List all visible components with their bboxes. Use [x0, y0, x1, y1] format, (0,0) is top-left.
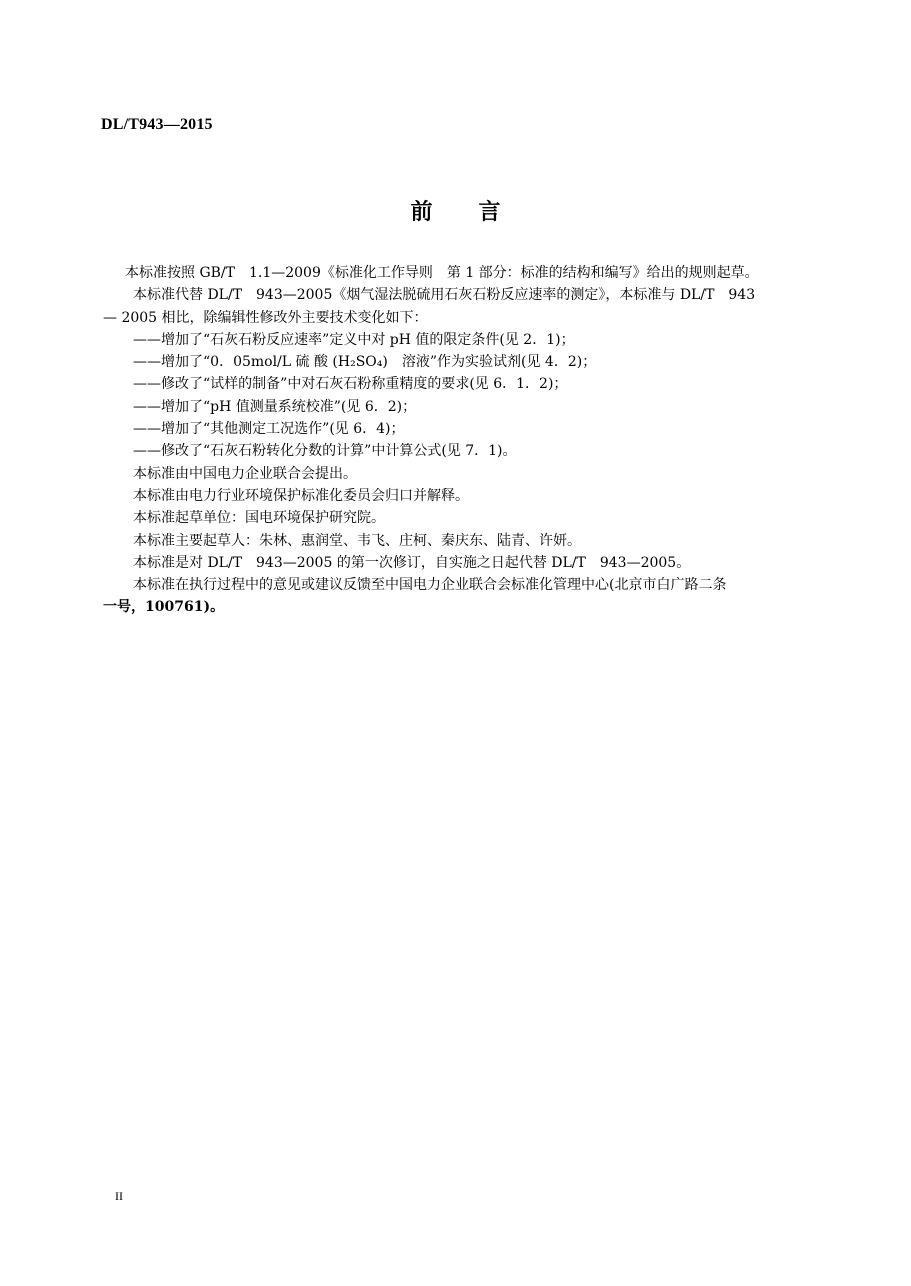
paragraph-proposed-by: 本标准由中国电力企业联合会提出。 [133, 465, 357, 482]
page-number: II [115, 1189, 123, 1203]
section-title [0, 195, 911, 226]
paragraph-administered-by: 本标准由电力行业环境保护标准化委员会归口并解释。 [133, 487, 469, 504]
change-item-3: ——修改了“试样的制备”中对石灰石粉称重精度的要求(见 6．1．2)； [133, 376, 568, 393]
paragraph-replaces-line2: — 2005 相比，除编辑性修改外主要技术变化如下： [103, 309, 428, 326]
paragraph-revision: 本标准是对 DL/T 943—2005 的第一次修订，自实施之日起代替 DL/T 943—2005。 [133, 554, 691, 571]
change-item-5: ——增加了“其他测定工况选作”(见 6．4)； [133, 421, 405, 438]
paragraph-drafting-rules: 本标准按照 GB/T 1.1—2009《标准化工作导则 第 1 部分：标准的结构和编写》给出的规则起草。 [125, 265, 759, 281]
standard-code: DL/T943—2015 [101, 116, 213, 133]
preface-body [103, 262, 823, 619]
change-item-1: ——增加了“石灰石粉反应速率”定义中对 pH 值的限定条件(见 2．1)； [133, 331, 575, 348]
title-char-1: 前 [410, 200, 433, 225]
paragraph-replaces-line1: 本标准代替 DL/T 943—2005《烟气湿法脱硫用石灰石粉反应速率的测定》，本标准与 DL/T 943 [133, 287, 756, 304]
paragraph-drafters: 本标准主要起草人：朱林、惠润堂、韦飞、庄柯、秦庆东、陆青、许妍。 [133, 532, 581, 549]
change-item-4: ——增加了“pH 值测量系统校准”(见 6．2)； [133, 398, 417, 415]
paragraph-feedback-line1: 本标准在执行过程中的意见或建议反馈至中国电力企业联合会标准化管理中心(北京市白广路二条 [133, 577, 727, 594]
change-item-6: ——修改了“石灰石粉转化分数的计算”中计算公式(见 7．1)。 [133, 443, 517, 460]
paragraph-feedback-line2: 一号，100761)。 [103, 599, 225, 616]
title-char-2: 言 [478, 200, 501, 225]
change-item-2: ——增加了“0．05mol/L 硫 酸 (H₂SO₄) 溶液”作为实验试剂(见 4．2)； [133, 354, 597, 371]
paragraph-drafting-unit: 本标准起草单位：国电环境保护研究院。 [133, 510, 385, 527]
